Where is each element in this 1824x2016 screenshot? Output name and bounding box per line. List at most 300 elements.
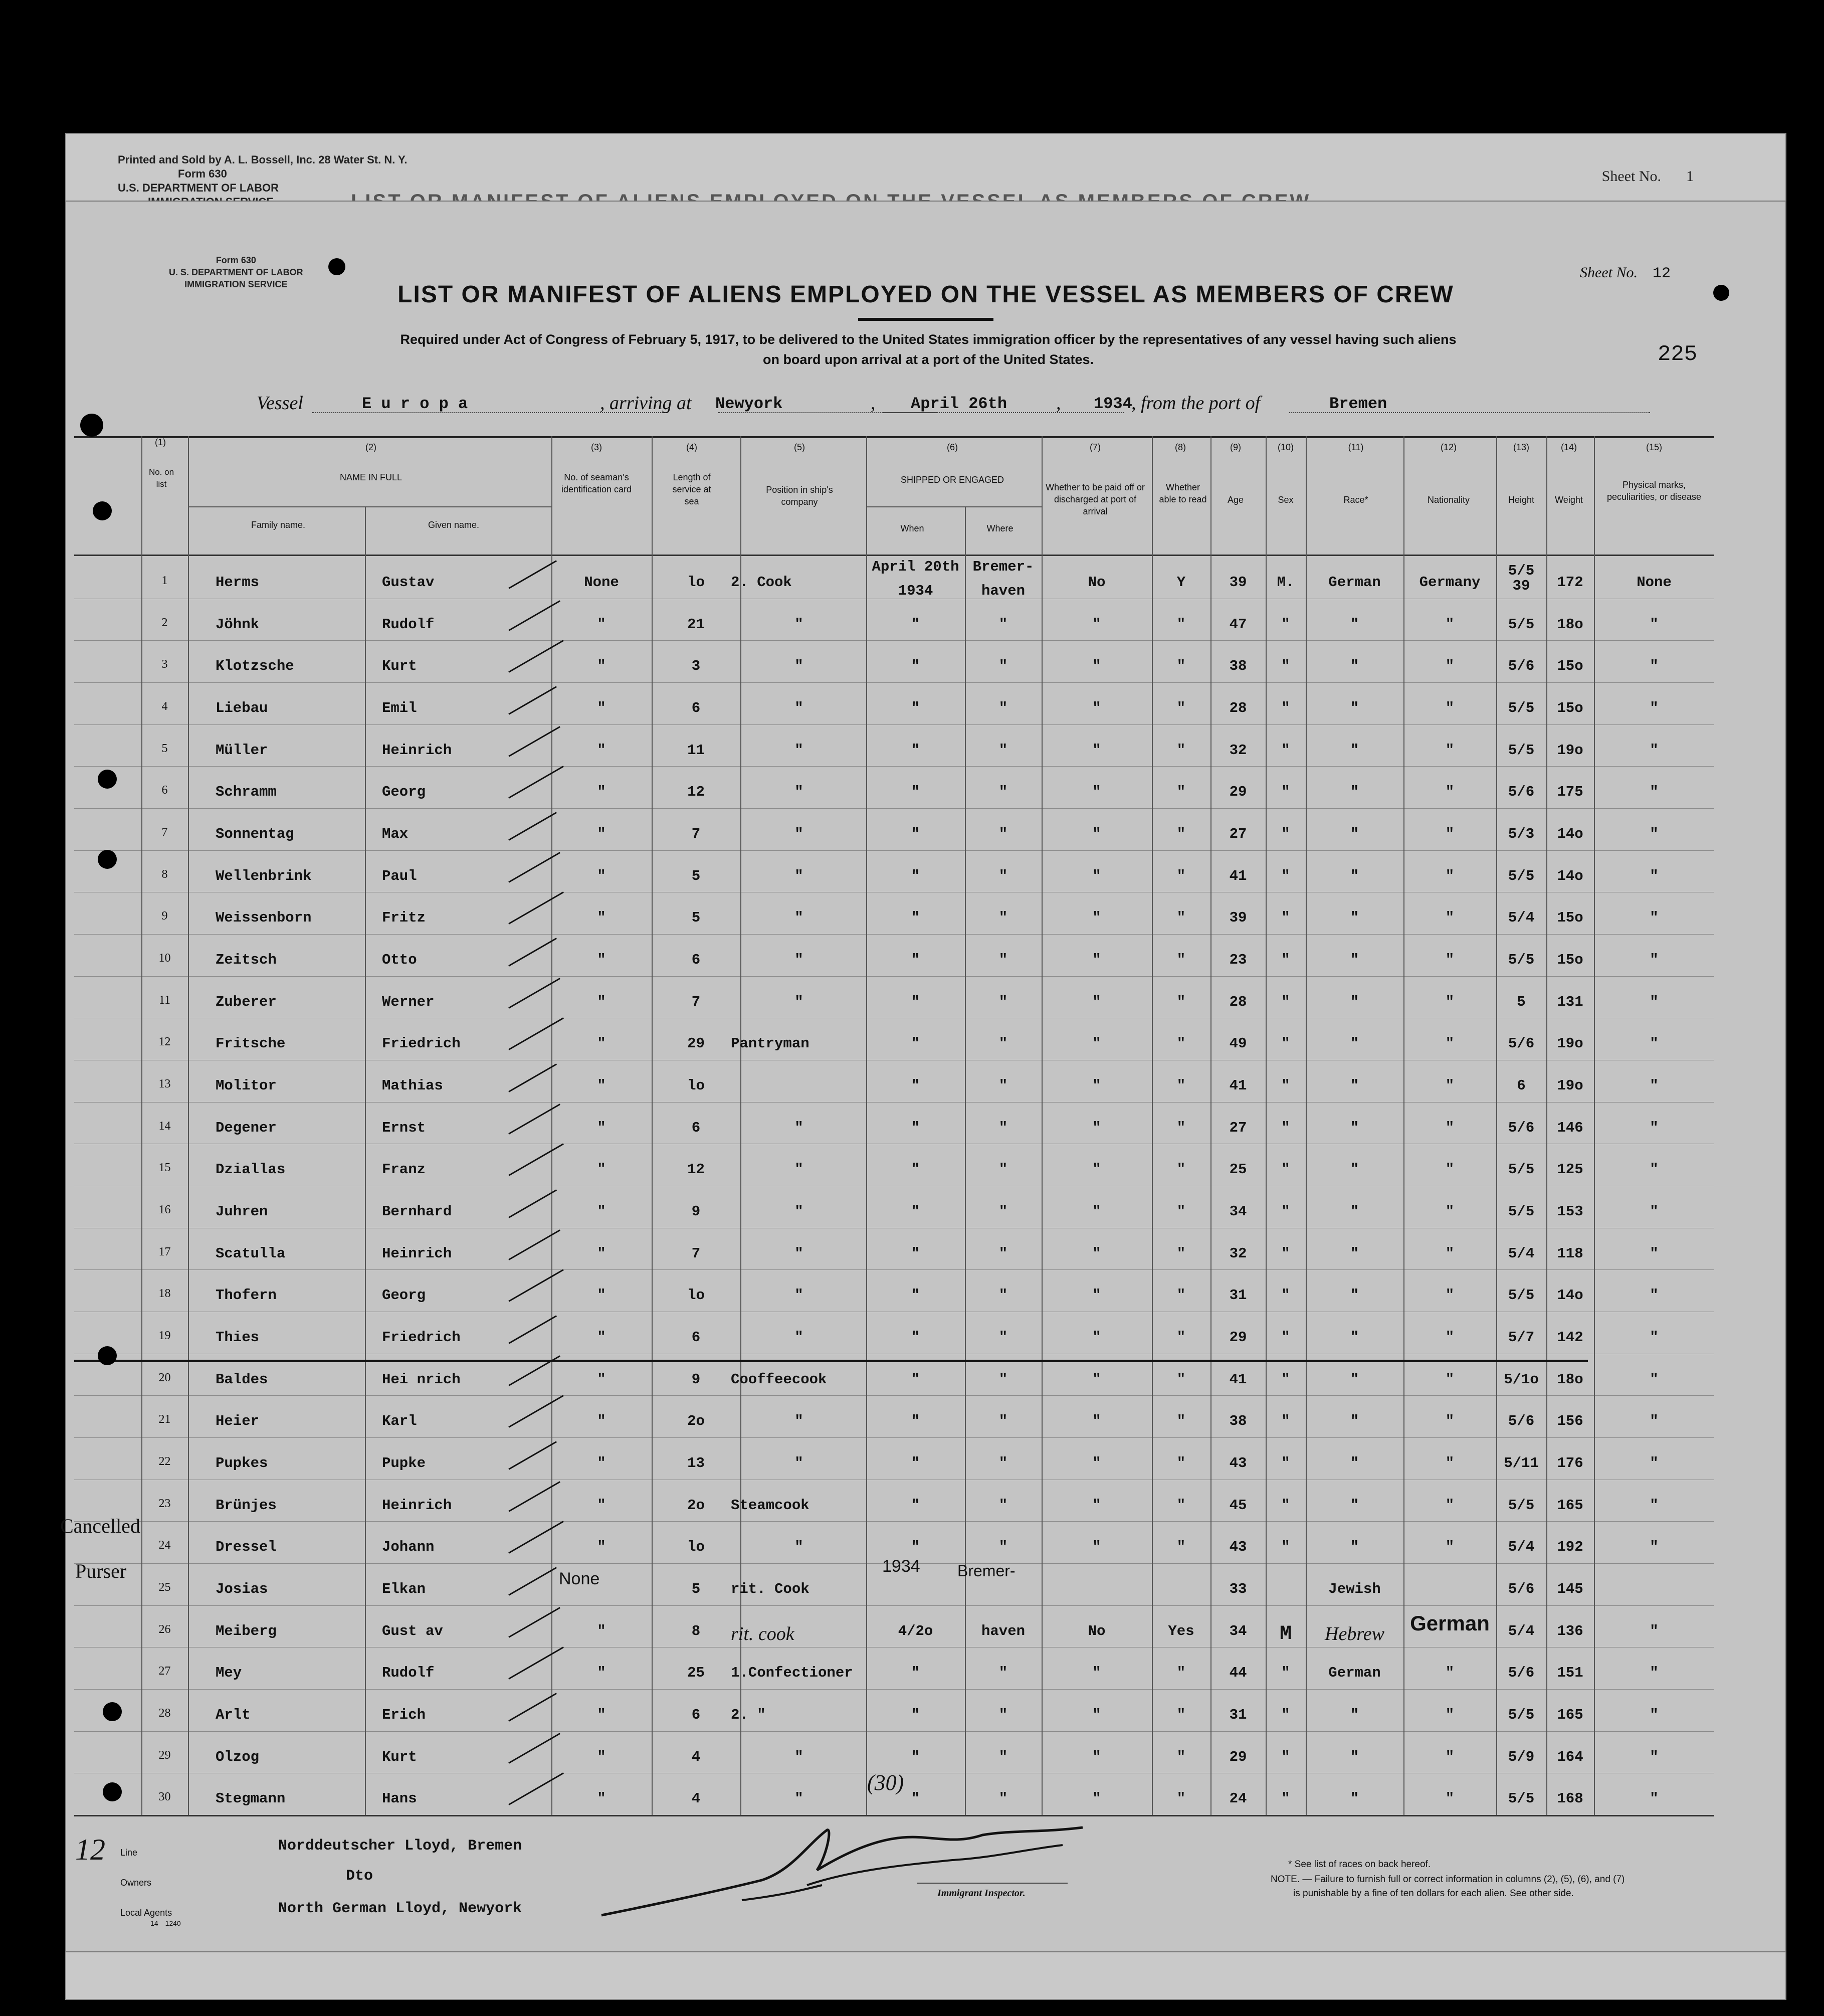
paid-off: " bbox=[1092, 784, 1101, 800]
id-card: " bbox=[597, 1539, 606, 1555]
vessel-name: E u r o p a bbox=[362, 395, 468, 413]
height: 5/6 bbox=[1508, 658, 1535, 674]
height: 5/5 bbox=[1508, 1707, 1535, 1723]
service-length: 4 bbox=[691, 1749, 701, 1765]
sex: " bbox=[1281, 1161, 1290, 1178]
weight: 19o bbox=[1557, 1035, 1583, 1052]
weight: 15o bbox=[1557, 700, 1583, 716]
paid-off: No bbox=[1088, 574, 1106, 591]
able-to-read: " bbox=[1176, 1749, 1186, 1765]
physical-marks: " bbox=[1650, 1077, 1659, 1094]
paid-off: " bbox=[1092, 616, 1101, 633]
row-number: 16 bbox=[158, 1203, 171, 1216]
able-to-read: " bbox=[1176, 1329, 1186, 1346]
meiberg-when-year: 1934 bbox=[882, 1557, 920, 1576]
underlying-printer: Printed and Sold by A. L. Bossell, Inc. 28 Water St. N. Y. bbox=[118, 153, 408, 166]
col-11-header: Race* bbox=[1343, 495, 1368, 505]
physical-marks: " bbox=[1650, 994, 1659, 1010]
shipped-where: " bbox=[998, 1120, 1008, 1136]
able-to-read: " bbox=[1176, 784, 1186, 800]
service-length: 6 bbox=[691, 1329, 701, 1346]
line-label: Line bbox=[120, 1848, 138, 1858]
weight: 176 bbox=[1557, 1455, 1583, 1472]
service-length: 13 bbox=[687, 1455, 705, 1472]
family-name: Juhren bbox=[216, 1203, 268, 1220]
col-11-num: (11) bbox=[1348, 442, 1364, 452]
height: 5/6 bbox=[1508, 1120, 1535, 1136]
family-name: Zuberer bbox=[216, 994, 277, 1010]
row-number: 28 bbox=[158, 1707, 171, 1720]
sex: M. bbox=[1277, 574, 1295, 591]
service-length: 9 bbox=[691, 1203, 701, 1220]
physical-marks: " bbox=[1650, 700, 1659, 716]
id-card: " bbox=[597, 1455, 606, 1472]
physical-marks: " bbox=[1650, 909, 1659, 926]
age: 33 bbox=[1229, 1581, 1247, 1597]
age: 43 bbox=[1229, 1455, 1247, 1472]
paid-off: " bbox=[1092, 1120, 1101, 1136]
shipped-when: " bbox=[911, 1329, 920, 1346]
age: 43 bbox=[1229, 1539, 1247, 1555]
family-name: Mey bbox=[216, 1665, 242, 1681]
id-card: " bbox=[597, 1497, 606, 1514]
able-to-read: " bbox=[1176, 1707, 1186, 1723]
shipped-where: " bbox=[998, 1077, 1008, 1094]
age: 27 bbox=[1229, 1120, 1247, 1136]
height: 5/5 bbox=[1508, 742, 1535, 759]
height: 5/5 bbox=[1508, 616, 1535, 633]
shipped-when: 4/2o bbox=[898, 1623, 933, 1639]
col-7-num: (7) bbox=[1090, 442, 1101, 452]
paid-off: " bbox=[1092, 1371, 1101, 1388]
id-card: None bbox=[584, 574, 619, 591]
arrival-port: Newyork bbox=[715, 395, 783, 413]
able-to-read: " bbox=[1176, 1539, 1186, 1555]
col-4-num: (4) bbox=[686, 442, 697, 452]
family-name: Olzog bbox=[216, 1749, 260, 1765]
nationality: " bbox=[1445, 909, 1455, 926]
vessel-label: Vessel bbox=[257, 393, 303, 414]
able-to-read: " bbox=[1176, 1287, 1186, 1304]
given-name: Max bbox=[382, 826, 409, 842]
weight: 156 bbox=[1557, 1413, 1583, 1429]
subtitle-line-1: Required under Act of Congress of February 5, 1917, to be delivered to the United States immigration officer by the representatives of any vessel having such aliens bbox=[400, 332, 1457, 347]
nationality: " bbox=[1445, 1497, 1455, 1514]
form-number: Form 630 bbox=[216, 255, 256, 265]
binder-hole bbox=[98, 770, 117, 789]
sex: " bbox=[1281, 700, 1290, 716]
shipped-where: " bbox=[998, 1497, 1008, 1514]
row-number: 29 bbox=[158, 1749, 171, 1762]
given-name: Kurt bbox=[382, 658, 417, 674]
paid-off: " bbox=[1092, 1077, 1101, 1094]
page-stamp: 225 bbox=[1658, 342, 1698, 367]
physical-marks: " bbox=[1650, 1749, 1659, 1765]
col-2-header: NAME IN FULL bbox=[339, 472, 402, 482]
able-to-read: " bbox=[1176, 1203, 1186, 1220]
col-6b-header: Where bbox=[986, 523, 1014, 533]
id-card: " bbox=[597, 1371, 606, 1388]
position: " bbox=[794, 700, 803, 716]
meiberg-card-none: None bbox=[559, 1569, 600, 1588]
shipped-when: " bbox=[911, 1665, 920, 1681]
nationality: " bbox=[1445, 826, 1455, 842]
col-15-num: (15) bbox=[1646, 442, 1662, 452]
given-name: Gust av bbox=[382, 1623, 443, 1639]
position: " bbox=[794, 994, 803, 1010]
id-card: " bbox=[597, 1287, 606, 1304]
row-number: 17 bbox=[158, 1245, 171, 1258]
physical-marks: " bbox=[1650, 1203, 1659, 1220]
row-rule bbox=[74, 1605, 1714, 1606]
shipped-when: " bbox=[911, 700, 920, 716]
race: " bbox=[1350, 658, 1359, 674]
paid-off: " bbox=[1092, 909, 1101, 926]
col-1-num: (1) bbox=[155, 437, 166, 447]
height: 5/5 bbox=[1508, 952, 1535, 968]
underlying-sheet-label: Sheet No. bbox=[1601, 168, 1661, 185]
paid-off: " bbox=[1092, 952, 1101, 968]
physical-marks: " bbox=[1650, 1329, 1659, 1346]
weight: 15o bbox=[1557, 909, 1583, 926]
given-name: Werner bbox=[382, 994, 435, 1010]
binder-hole bbox=[93, 501, 112, 520]
age: 23 bbox=[1229, 952, 1247, 968]
nationality: " bbox=[1445, 1707, 1455, 1723]
shipped-when: " bbox=[911, 784, 920, 800]
race: Hebrew bbox=[1325, 1623, 1384, 1644]
age: 41 bbox=[1229, 1371, 1247, 1388]
race: " bbox=[1350, 784, 1359, 800]
col-5-header: Position in ship's company bbox=[766, 485, 833, 507]
able-to-read: " bbox=[1176, 616, 1186, 633]
physical-marks: " bbox=[1650, 742, 1659, 759]
table-header-rule bbox=[74, 555, 1714, 556]
age: 47 bbox=[1229, 616, 1247, 633]
shipped-when: " bbox=[911, 826, 920, 842]
weight: 165 bbox=[1557, 1707, 1583, 1723]
age: 25 bbox=[1229, 1161, 1247, 1178]
age: 34 bbox=[1229, 1203, 1247, 1220]
row-number: 5 bbox=[161, 742, 168, 755]
given-name: Hei nrich bbox=[382, 1371, 461, 1388]
column-rule bbox=[188, 436, 189, 1815]
nationality: " bbox=[1445, 1539, 1455, 1555]
height: 5/6 bbox=[1508, 1665, 1535, 1681]
family-name: Klotzsche bbox=[216, 658, 294, 674]
given-name: Karl bbox=[382, 1413, 417, 1429]
row-rule bbox=[74, 934, 1714, 935]
able-to-read: " bbox=[1176, 868, 1186, 884]
position: Pantryman bbox=[731, 1035, 809, 1052]
row-number: 6 bbox=[161, 784, 168, 797]
given-name: Johann bbox=[382, 1539, 435, 1555]
given-name: Pupke bbox=[382, 1455, 426, 1472]
sex: " bbox=[1281, 1245, 1290, 1262]
height: 5/5 bbox=[1508, 1203, 1535, 1220]
weight: 136 bbox=[1557, 1623, 1583, 1639]
weight: 192 bbox=[1557, 1539, 1583, 1555]
given-name: Georg bbox=[382, 784, 426, 800]
shipped-when: " bbox=[911, 1413, 920, 1429]
arrival-year: 1934 bbox=[1094, 395, 1132, 413]
weight: 14o bbox=[1557, 868, 1583, 884]
nationality: " bbox=[1445, 616, 1455, 633]
age: 27 bbox=[1229, 826, 1247, 842]
service-length: 6 bbox=[691, 1120, 701, 1136]
sex: " bbox=[1281, 909, 1290, 926]
agents-label: Local Agents bbox=[120, 1908, 172, 1918]
paid-off: " bbox=[1092, 658, 1101, 674]
race: German bbox=[1328, 1665, 1381, 1681]
sex: " bbox=[1281, 616, 1290, 633]
nationality: " bbox=[1445, 868, 1455, 884]
age: 29 bbox=[1229, 1749, 1247, 1765]
weight: 175 bbox=[1557, 784, 1583, 800]
row-rule bbox=[74, 640, 1714, 641]
able-to-read: " bbox=[1176, 994, 1186, 1010]
binder-hole bbox=[103, 1782, 122, 1801]
shipped-where: " bbox=[998, 1329, 1008, 1346]
shipped-when: " bbox=[911, 1077, 920, 1094]
age: 29 bbox=[1229, 1329, 1247, 1346]
row-rule bbox=[74, 850, 1714, 851]
row-rule bbox=[74, 1689, 1714, 1690]
position: " bbox=[794, 1539, 803, 1555]
shipped-where: " bbox=[998, 994, 1008, 1010]
row-rule bbox=[74, 808, 1714, 809]
sheet-label: Sheet No. bbox=[1580, 264, 1638, 281]
position: " bbox=[794, 742, 803, 759]
weight: 165 bbox=[1557, 1497, 1583, 1514]
able-to-read: " bbox=[1176, 909, 1186, 926]
physical-marks: " bbox=[1650, 1161, 1659, 1178]
physical-marks: " bbox=[1650, 1245, 1659, 1262]
sex: " bbox=[1281, 1329, 1290, 1346]
nationality: " bbox=[1445, 700, 1455, 716]
footnote-fine: is punishable by a fine of ten dollars for each alien. See other side. bbox=[1293, 1888, 1574, 1899]
id-card: " bbox=[597, 1749, 606, 1765]
paid-off: " bbox=[1092, 1245, 1101, 1262]
able-to-read: " bbox=[1176, 1161, 1186, 1178]
service: IMMIGRATION SERVICE bbox=[184, 279, 288, 289]
sheet-value: 12 bbox=[1652, 265, 1671, 282]
family-name: Thofern bbox=[216, 1287, 277, 1304]
binder-hole bbox=[98, 1346, 117, 1365]
sex: " bbox=[1281, 826, 1290, 842]
age: 38 bbox=[1229, 658, 1247, 674]
position: rit. Cook bbox=[731, 1581, 809, 1597]
sex: M bbox=[1279, 1623, 1292, 1645]
race: " bbox=[1350, 1790, 1359, 1807]
height: 5/6 bbox=[1508, 1035, 1535, 1052]
shipped-when: " bbox=[911, 1203, 920, 1220]
height: 5/6 bbox=[1508, 1581, 1535, 1597]
col-2b-header: Given name. bbox=[428, 520, 480, 530]
given-name: Otto bbox=[382, 952, 417, 968]
race: " bbox=[1350, 909, 1359, 926]
id-card: " bbox=[597, 994, 606, 1010]
inspector-signature bbox=[591, 1810, 1093, 1925]
race: German bbox=[1328, 574, 1381, 591]
col-15-header: Physical marks, peculiarities, or disease bbox=[1606, 480, 1702, 502]
id-card: " bbox=[597, 1790, 606, 1807]
shipped-where: " bbox=[998, 826, 1008, 842]
shipped-when: " bbox=[911, 909, 920, 926]
age: 28 bbox=[1229, 700, 1247, 716]
row-number: 21 bbox=[158, 1413, 171, 1426]
physical-marks: " bbox=[1650, 1120, 1659, 1136]
weight: 151 bbox=[1557, 1665, 1583, 1681]
shipped-where: " bbox=[998, 742, 1008, 759]
col-6-header: SHIPPED OR ENGAGED bbox=[900, 475, 1004, 485]
paid-off: " bbox=[1092, 1665, 1101, 1681]
row-number: 27 bbox=[158, 1665, 171, 1678]
family-name: Fritsche bbox=[216, 1035, 286, 1052]
able-to-read: " bbox=[1176, 742, 1186, 759]
underlying-form-number: Form 630 bbox=[178, 167, 227, 180]
service-length: 2o bbox=[687, 1497, 705, 1514]
shipped-subheader-rule bbox=[866, 506, 1042, 507]
shipped-where: " bbox=[998, 868, 1008, 884]
col-8-header: Whether able to read bbox=[1159, 482, 1207, 504]
row-number: 20 bbox=[158, 1371, 171, 1384]
family-name: Dziallas bbox=[216, 1161, 286, 1178]
given-name: Mathias bbox=[382, 1077, 443, 1094]
row-rule bbox=[74, 1269, 1714, 1270]
nationality: " bbox=[1445, 1245, 1455, 1262]
row-number: 10 bbox=[158, 952, 171, 965]
shipped-where: " bbox=[998, 1287, 1008, 1304]
sex: " bbox=[1281, 1371, 1290, 1388]
able-to-read: " bbox=[1176, 700, 1186, 716]
underlying-sheet-number bbox=[1602, 168, 1694, 185]
shipped-where: " bbox=[998, 952, 1008, 968]
sex: " bbox=[1281, 1035, 1290, 1052]
weight: 19o bbox=[1557, 1077, 1583, 1094]
able-to-read: " bbox=[1176, 658, 1186, 674]
given-name: Georg bbox=[382, 1287, 426, 1304]
service-length: lo bbox=[687, 1287, 705, 1304]
height: 5/4 bbox=[1508, 1623, 1535, 1639]
service-length: 5 bbox=[691, 909, 701, 926]
position: " bbox=[794, 1203, 803, 1220]
position: " bbox=[794, 1287, 803, 1304]
race: " bbox=[1350, 826, 1359, 842]
shipped-when: " bbox=[911, 1707, 920, 1723]
given-name: Erich bbox=[382, 1707, 426, 1723]
service-length: 6 bbox=[691, 952, 701, 968]
family-name: Sonnentag bbox=[216, 826, 294, 842]
col-3-num: (3) bbox=[591, 442, 602, 452]
physical-marks: " bbox=[1650, 784, 1659, 800]
sex: " bbox=[1281, 994, 1290, 1010]
position: " bbox=[794, 1749, 803, 1765]
paid-off: No bbox=[1088, 1623, 1106, 1639]
race: " bbox=[1350, 1371, 1359, 1388]
given-name: Rudolf bbox=[382, 616, 435, 633]
height: 5/7 bbox=[1508, 1329, 1535, 1346]
family-name: Wellenbrink bbox=[216, 868, 312, 884]
weight: 19o bbox=[1557, 742, 1583, 759]
physical-marks: " bbox=[1650, 1287, 1659, 1304]
nationality: " bbox=[1445, 1749, 1455, 1765]
total-count: (30) bbox=[867, 1770, 904, 1795]
row-rule bbox=[74, 1102, 1714, 1103]
family-name: Stegmann bbox=[216, 1790, 286, 1807]
service-length: 2o bbox=[687, 1413, 705, 1429]
id-card: " bbox=[597, 1077, 606, 1094]
able-to-read: " bbox=[1176, 1077, 1186, 1094]
weight: 18o bbox=[1557, 616, 1583, 633]
height: 5/3 bbox=[1508, 826, 1535, 842]
shipped-when: " bbox=[911, 1161, 920, 1178]
given-name: Rudolf bbox=[382, 1665, 435, 1681]
col-9-header: Age bbox=[1227, 495, 1244, 505]
family-name: Baldes bbox=[216, 1371, 268, 1388]
service-length: 11 bbox=[687, 742, 705, 759]
paid-off: " bbox=[1092, 994, 1101, 1010]
service-length: 12 bbox=[687, 784, 705, 800]
row-rule bbox=[74, 766, 1714, 767]
service-length: 7 bbox=[691, 994, 701, 1010]
nationality: " bbox=[1445, 1077, 1455, 1094]
given-name: Fritz bbox=[382, 909, 426, 926]
row-rule bbox=[74, 976, 1714, 977]
age: 28 bbox=[1229, 994, 1247, 1010]
position: 1.Confectioner bbox=[731, 1665, 853, 1681]
year-comma: , bbox=[1056, 393, 1061, 414]
given-name: Kurt bbox=[382, 1749, 417, 1765]
binder-hole bbox=[98, 850, 117, 869]
family-name: Scatulla bbox=[216, 1245, 286, 1262]
row-number: 23 bbox=[158, 1497, 171, 1510]
age: 39 bbox=[1229, 909, 1247, 926]
paid-off: " bbox=[1092, 826, 1101, 842]
service-length: 25 bbox=[687, 1665, 705, 1681]
race: " bbox=[1350, 1749, 1359, 1765]
row-number: 30 bbox=[158, 1790, 171, 1803]
able-to-read: " bbox=[1176, 1497, 1186, 1514]
service-length: 8 bbox=[691, 1623, 701, 1639]
service-length: 7 bbox=[691, 1245, 701, 1262]
nationality: " bbox=[1445, 1665, 1455, 1681]
race: " bbox=[1350, 1203, 1359, 1220]
race: " bbox=[1350, 1329, 1359, 1346]
shipped-where: " bbox=[998, 1790, 1008, 1807]
col-9-num: (9) bbox=[1230, 442, 1241, 452]
agents-value: North German Lloyd, Newyork bbox=[278, 1900, 522, 1917]
given-name: Paul bbox=[382, 868, 417, 884]
service-length: 6 bbox=[691, 700, 701, 716]
row-number: 3 bbox=[161, 658, 168, 671]
weight: 15o bbox=[1557, 658, 1583, 674]
nationality: " bbox=[1445, 1371, 1455, 1388]
family-name: Dressel bbox=[216, 1539, 277, 1555]
position: " bbox=[794, 1120, 803, 1136]
title-rule bbox=[858, 318, 993, 321]
agents-code: 14—1240 bbox=[150, 1919, 181, 1927]
id-card: " bbox=[597, 1120, 606, 1136]
family-name: Schramm bbox=[216, 784, 277, 800]
race: " bbox=[1350, 1413, 1359, 1429]
nationality: " bbox=[1445, 1120, 1455, 1136]
age: 32 bbox=[1229, 1245, 1247, 1262]
sex: " bbox=[1281, 1790, 1290, 1807]
binder-hole bbox=[1713, 285, 1729, 301]
position: " bbox=[794, 1245, 803, 1262]
shipped-when: " bbox=[911, 1035, 920, 1052]
